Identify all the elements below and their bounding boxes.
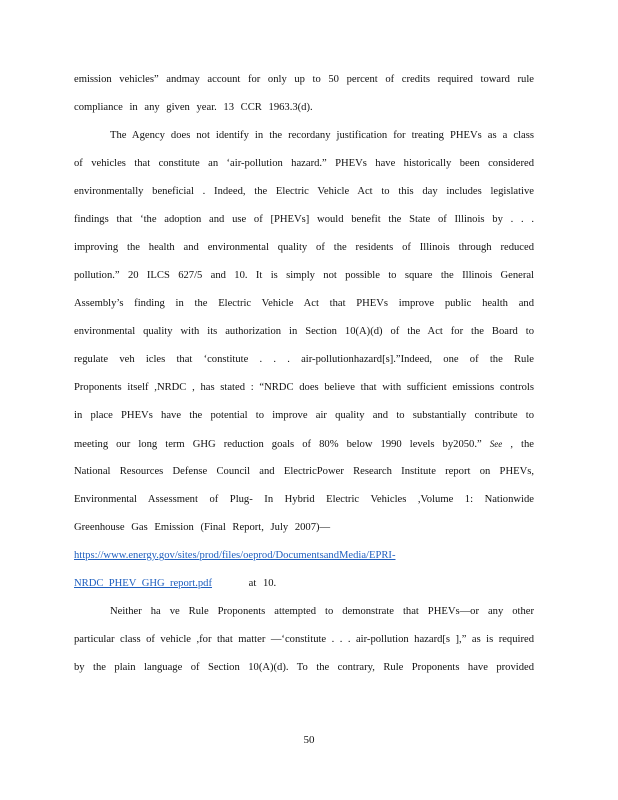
body-text: meeting our long term GHG reduction goals of 80% below 1990 levels by2050.” (74, 439, 482, 450)
report-link[interactable]: https://www.energy.gov/sites/prod/files/oeprod/DocumentsandMedia/EPRI- (74, 550, 396, 561)
body-line: compliance in any given year. 13 CCR 1963.3(d). (74, 102, 313, 113)
body-line: Greenhouse Gas Emission (Final Report, July 2007)— (74, 522, 331, 533)
body-line: Environmental Assessment of Plug- In Hybrid Electric Vehicles ,Volume 1: Nationwide (74, 494, 534, 505)
body-line: Proponents itself ,NRDC , has stated : “NRDC does believe that with sufficient emissions controls (74, 382, 534, 393)
body-line: particular class of vehicle ,for that matter —‘constitute . . . air-pollution hazard[s ],” as is required (74, 634, 534, 645)
body-line: of vehicles that constitute an ‘air-pollution hazard.” PHEVs have historically been considered (74, 158, 534, 169)
body-text: , the (510, 439, 534, 450)
body-line: environmentally beneficial . Indeed, the Electric Vehicle Act to this day includes legislative (74, 186, 534, 197)
body-line (74, 549, 458, 563)
citation-signal: See (489, 439, 503, 449)
body-line: pollution.” 20 ILCS 627/5 and 10. It is simply not possible to square the Illinois General (74, 270, 534, 281)
body-text: at 10. (248, 578, 277, 589)
report-link[interactable]: NRDC_PHEV_GHG_report.pdf (74, 578, 213, 589)
body-line: by the plain language of Section 10(A)(d). To the contrary, Rule Proponents have provided (74, 662, 534, 673)
body-line: improving the health and environmental quality of the residents of Illinois through reduced (74, 242, 534, 253)
body-line (74, 437, 534, 452)
body-line: The Agency does not identify in the recordany justification for treating PHEVs as a class (110, 130, 534, 141)
body-line: emission vehicles” andmay account for only up to 50 percent of credits required toward rule (74, 74, 534, 85)
body-line (74, 577, 276, 591)
body-line: findings that ‘the adoption and use of [PHEVs] would benefit the State of Illinois by . . . (74, 214, 534, 225)
body-line: regulate veh icles that ‘constitute . . . air-pollutionhazard[s].”Indeed, one of the Rule (74, 354, 534, 365)
body-line: in place PHEVs have the potential to improve air quality and to substantially contribute to (74, 410, 534, 421)
body-line: environmental quality with its authorization in Section 10(A)(d) of the Act for the Board to (74, 326, 534, 337)
body-line: Assembly’s finding in the Electric Vehicle Act that PHEVs improve public health and (74, 298, 534, 309)
body-line: Neither ha ve Rule Proponents attempted to demonstrate that PHEVs—or any other (110, 606, 534, 617)
page-number: 50 (303, 734, 315, 746)
body-line: National Resources Defense Council and ElectricPower Research Institute report on PHEVs, (74, 466, 534, 477)
